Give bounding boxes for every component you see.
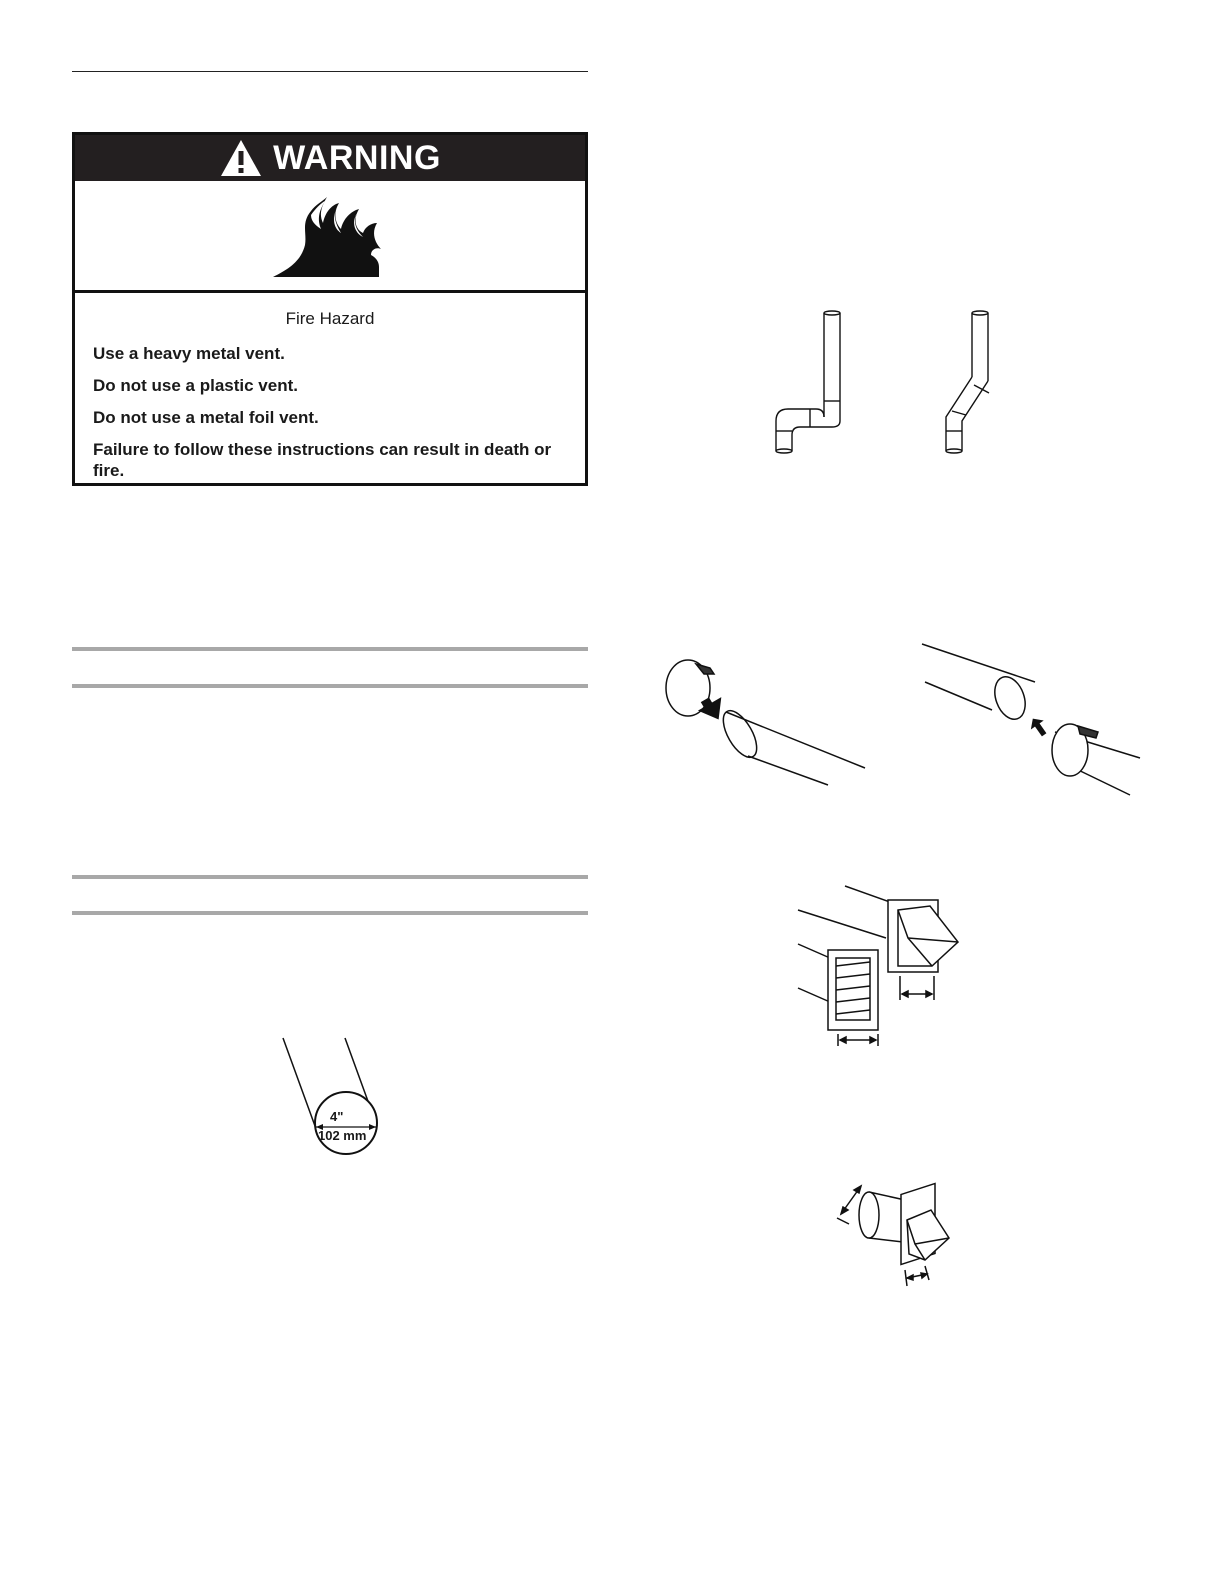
warning-line: Do not use a metal foil vent. — [93, 408, 319, 427]
warning-header — [75, 135, 585, 181]
warning-triangle-icon — [219, 136, 263, 180]
diameter-imperial-label: 4" — [330, 1109, 344, 1124]
warning-title: WARNING — [273, 138, 441, 177]
fire-icon — [271, 193, 391, 279]
section-rule — [72, 911, 588, 915]
warning-line: Use a heavy metal vent. — [93, 344, 285, 363]
section-rule — [72, 875, 588, 879]
section-rule — [72, 647, 588, 651]
vent-diameter-illustration — [270, 1030, 420, 1165]
top-rule — [72, 71, 588, 72]
diameter-metric-label: 102 mm — [318, 1128, 367, 1143]
warning-box — [72, 132, 588, 486]
warning-line: Failure to follow these instructions can result in death or fire. — [93, 440, 552, 480]
clamp-illustration — [660, 640, 1150, 810]
exhaust-hood-illustration — [790, 880, 970, 1050]
section-rule — [72, 684, 588, 688]
elbow-vent-illustration — [760, 305, 1020, 465]
hazard-title: Fire Hazard — [285, 309, 375, 328]
warning-body — [75, 293, 585, 481]
warning-line: Do not use a plastic vent. — [93, 376, 298, 395]
fire-picture — [75, 181, 585, 293]
hood-clearance-illustration — [835, 1180, 960, 1290]
